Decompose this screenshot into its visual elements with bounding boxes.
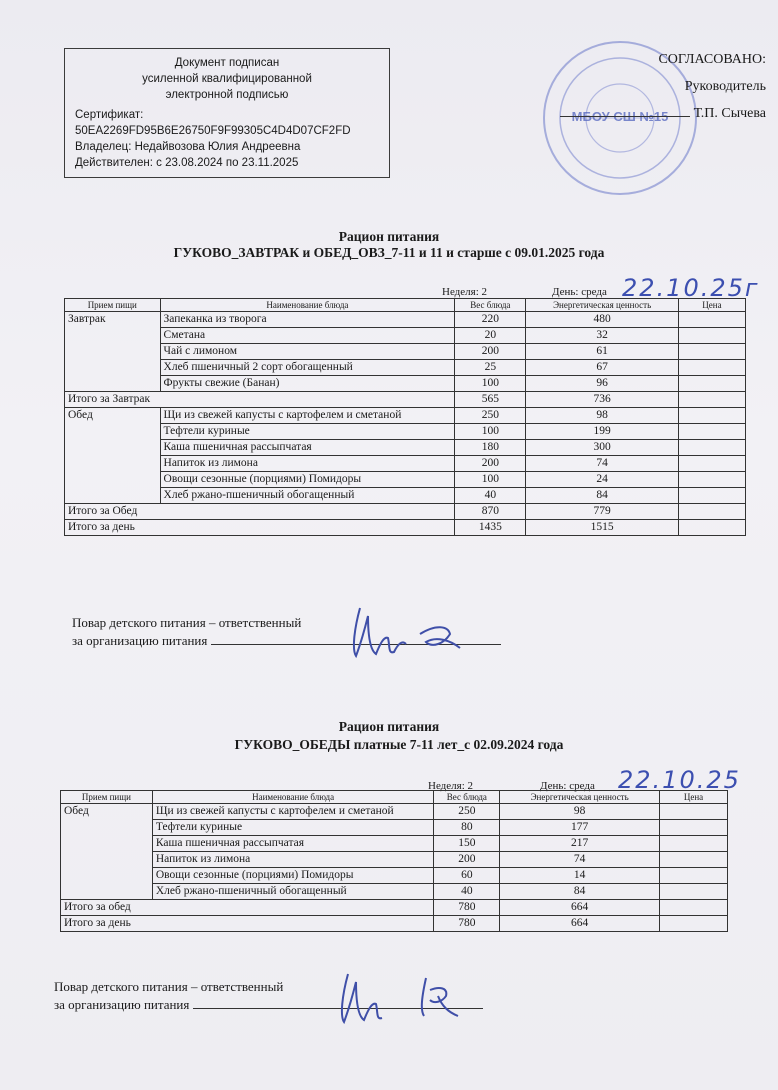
dish-weight: 25 [455,360,526,376]
dish-name: Хлеб ржано-пшеничный обогащенный [152,884,434,900]
total-label: Итого за Завтрак [65,392,455,408]
table-row [65,344,746,360]
dish-energy: 32 [526,328,678,344]
dish-price [678,312,745,328]
table-row [65,408,746,424]
dish-weight: 100 [455,424,526,440]
electronic-signature-box [64,48,390,178]
table-row [61,836,728,852]
total-weight: 870 [455,504,526,520]
day-total-row [61,916,728,932]
total-weight: 565 [455,392,526,408]
dish-energy: 300 [526,440,678,456]
dish-name: Хлеб пшеничный 2 сорт обогащенный [160,360,455,376]
dish-weight: 80 [434,820,500,836]
menu1-subtitle: ГУКОВО_ЗАВТРАК и ОБЕД_ОВЗ_7-11 и 11 и старше с 09.01.2025 года [173,245,605,260]
table-header-row [65,299,746,312]
dish-weight: 200 [434,852,500,868]
meal-breakfast: Завтрак [65,312,161,392]
dish-energy: 217 [500,836,660,852]
responsible-line1: Повар детского питания – ответственный [72,615,302,630]
dish-name: Овощи сезонные (порциями) Помидоры [160,472,455,488]
dish-energy: 61 [526,344,678,360]
header-price: Цена [660,791,728,804]
dish-weight: 60 [434,868,500,884]
dish-energy: 74 [526,456,678,472]
total-row [65,392,746,408]
esign-cert-label: Сертификат: [75,109,144,121]
header-weight: Вес блюда [455,299,526,312]
dish-weight: 150 [434,836,500,852]
total-energy: 736 [526,392,678,408]
table-row [61,820,728,836]
dish-name: Сметана [160,328,455,344]
table-row [61,868,728,884]
dish-price [678,440,745,456]
menu2-subtitle: ГУКОВО_ОБЕДЫ платные 7-11 лет_с 02.09.2024 года [234,737,564,752]
dish-energy: 14 [500,868,660,884]
table-row [65,312,746,328]
dish-name: Запеканка из творога [160,312,455,328]
menu1-week: Неделя: 2 [442,286,488,298]
dish-weight: 40 [455,488,526,504]
approval-position: Руководитель [684,79,766,94]
day-total-row [65,520,746,536]
dish-weight: 100 [455,472,526,488]
dish-price [678,424,745,440]
dish-energy: 67 [526,360,678,376]
total-energy: 664 [500,900,660,916]
menu1-title: Рацион питания [338,229,440,244]
total-weight: 780 [434,916,500,932]
total-label: Итого за день [65,520,455,536]
header-price: Цена [678,299,745,312]
dish-energy: 98 [500,804,660,820]
menu2-week: Неделя: 2 [428,780,474,792]
signature-1 [340,600,470,662]
table-row [65,440,746,456]
menu1-day: День: среда [552,286,607,298]
dish-weight: 220 [455,312,526,328]
table-row [65,424,746,440]
dish-price [678,408,745,424]
stamp-text: МБОУ СШ №15 [571,109,669,124]
dish-price [678,360,745,376]
header-energy: Энергетическая ценность [526,299,678,312]
signature-2 [330,966,470,1028]
menu2-handwritten-date: 22.10.25 [618,766,741,794]
dish-price [678,488,745,504]
total-label: Итого за Обед [65,504,455,520]
dish-price [660,804,728,820]
meal-lunch: Обед [61,804,153,900]
approval-title: СОГЛАСОВАНО: [658,52,766,67]
table-row [65,376,746,392]
dish-name: Напиток из лимона [152,852,434,868]
table-row [65,488,746,504]
dish-price [678,344,745,360]
menu2-table [60,790,728,932]
dish-price [660,820,728,836]
total-label: Итого за обед [61,900,434,916]
esign-owner: Владелец: Недайвозова Юлия Андреевна [75,141,301,153]
dish-price [678,328,745,344]
menu1-table [64,298,746,536]
table-row [61,804,728,820]
table-header-row [61,791,728,804]
header-weight: Вес блюда [434,791,500,804]
dish-weight: 40 [434,884,500,900]
dish-weight: 100 [455,376,526,392]
table-row [65,328,746,344]
dish-energy: 177 [500,820,660,836]
header-meal: Прием пищи [65,299,161,312]
dish-price [660,884,728,900]
dish-weight: 20 [455,328,526,344]
header-meal: Прием пищи [61,791,153,804]
dish-energy: 98 [526,408,678,424]
menu2-title: Рацион питания [338,719,440,734]
dish-name: Щи из свежей капусты с картофелем и сметаной [152,804,434,820]
total-weight: 1435 [455,520,526,536]
esign-cert: 50EA2269FD95B6E26750F9F99305C4D4D07CF2FD [75,125,351,137]
dish-price [678,456,745,472]
responsible-line2: за организацию питания [54,996,483,1014]
approval-name: Т.П. Сычева [560,100,766,127]
dish-name: Каша пшеничная рассыпчатая [152,836,434,852]
dish-name: Хлеб ржано-пшеничный обогащенный [160,488,455,504]
total-row [65,504,746,520]
dish-price [678,376,745,392]
table-row [65,472,746,488]
approval-block [560,46,766,127]
dish-name: Чай с лимоном [160,344,455,360]
dish-energy: 84 [500,884,660,900]
esign-line1: Документ подписан [174,57,280,69]
esign-line2: усиленной квалифицированной [142,73,312,85]
dish-price [660,868,728,884]
dish-weight: 250 [434,804,500,820]
dish-energy: 96 [526,376,678,392]
dish-energy: 24 [526,472,678,488]
dish-name: Каша пшеничная рассыпчатая [160,440,455,456]
total-weight: 780 [434,900,500,916]
dish-energy: 199 [526,424,678,440]
header-dish: Наименование блюда [152,791,434,804]
dish-name: Напиток из лимона [160,456,455,472]
dish-energy: 84 [526,488,678,504]
meal-lunch: Обед [65,408,161,504]
header-dish: Наименование блюда [160,299,455,312]
responsible-line2: за организацию питания [72,632,501,650]
dish-price [678,472,745,488]
dish-name: Тефтели куриные [152,820,434,836]
dish-weight: 200 [455,456,526,472]
menu2-day: День: среда [540,780,595,792]
total-energy: 779 [526,504,678,520]
header-energy: Энергетическая ценность [500,791,660,804]
esign-valid: Действителен: с 23.08.2024 по 23.11.2025 [75,157,299,169]
dish-energy: 480 [526,312,678,328]
menu1-handwritten-date: 22.10.25г [622,274,760,302]
total-energy: 664 [500,916,660,932]
dish-weight: 200 [455,344,526,360]
table-row [61,852,728,868]
table-row [61,884,728,900]
dish-energy: 74 [500,852,660,868]
table-row [65,456,746,472]
dish-weight: 180 [455,440,526,456]
total-energy: 1515 [526,520,678,536]
table-row [65,360,746,376]
dish-name: Фрукты свежие (Банан) [160,376,455,392]
dish-price [660,836,728,852]
total-label: Итого за день [61,916,434,932]
dish-price [660,852,728,868]
dish-weight: 250 [455,408,526,424]
esign-line3: электронной подписью [165,89,289,101]
responsible-line1: Повар детского питания – ответственный [54,979,284,994]
dish-name: Тефтели куриные [160,424,455,440]
total-row [61,900,728,916]
dish-name: Овощи сезонные (порциями) Помидоры [152,868,434,884]
dish-name: Щи из свежей капусты с картофелем и сметаной [160,408,455,424]
